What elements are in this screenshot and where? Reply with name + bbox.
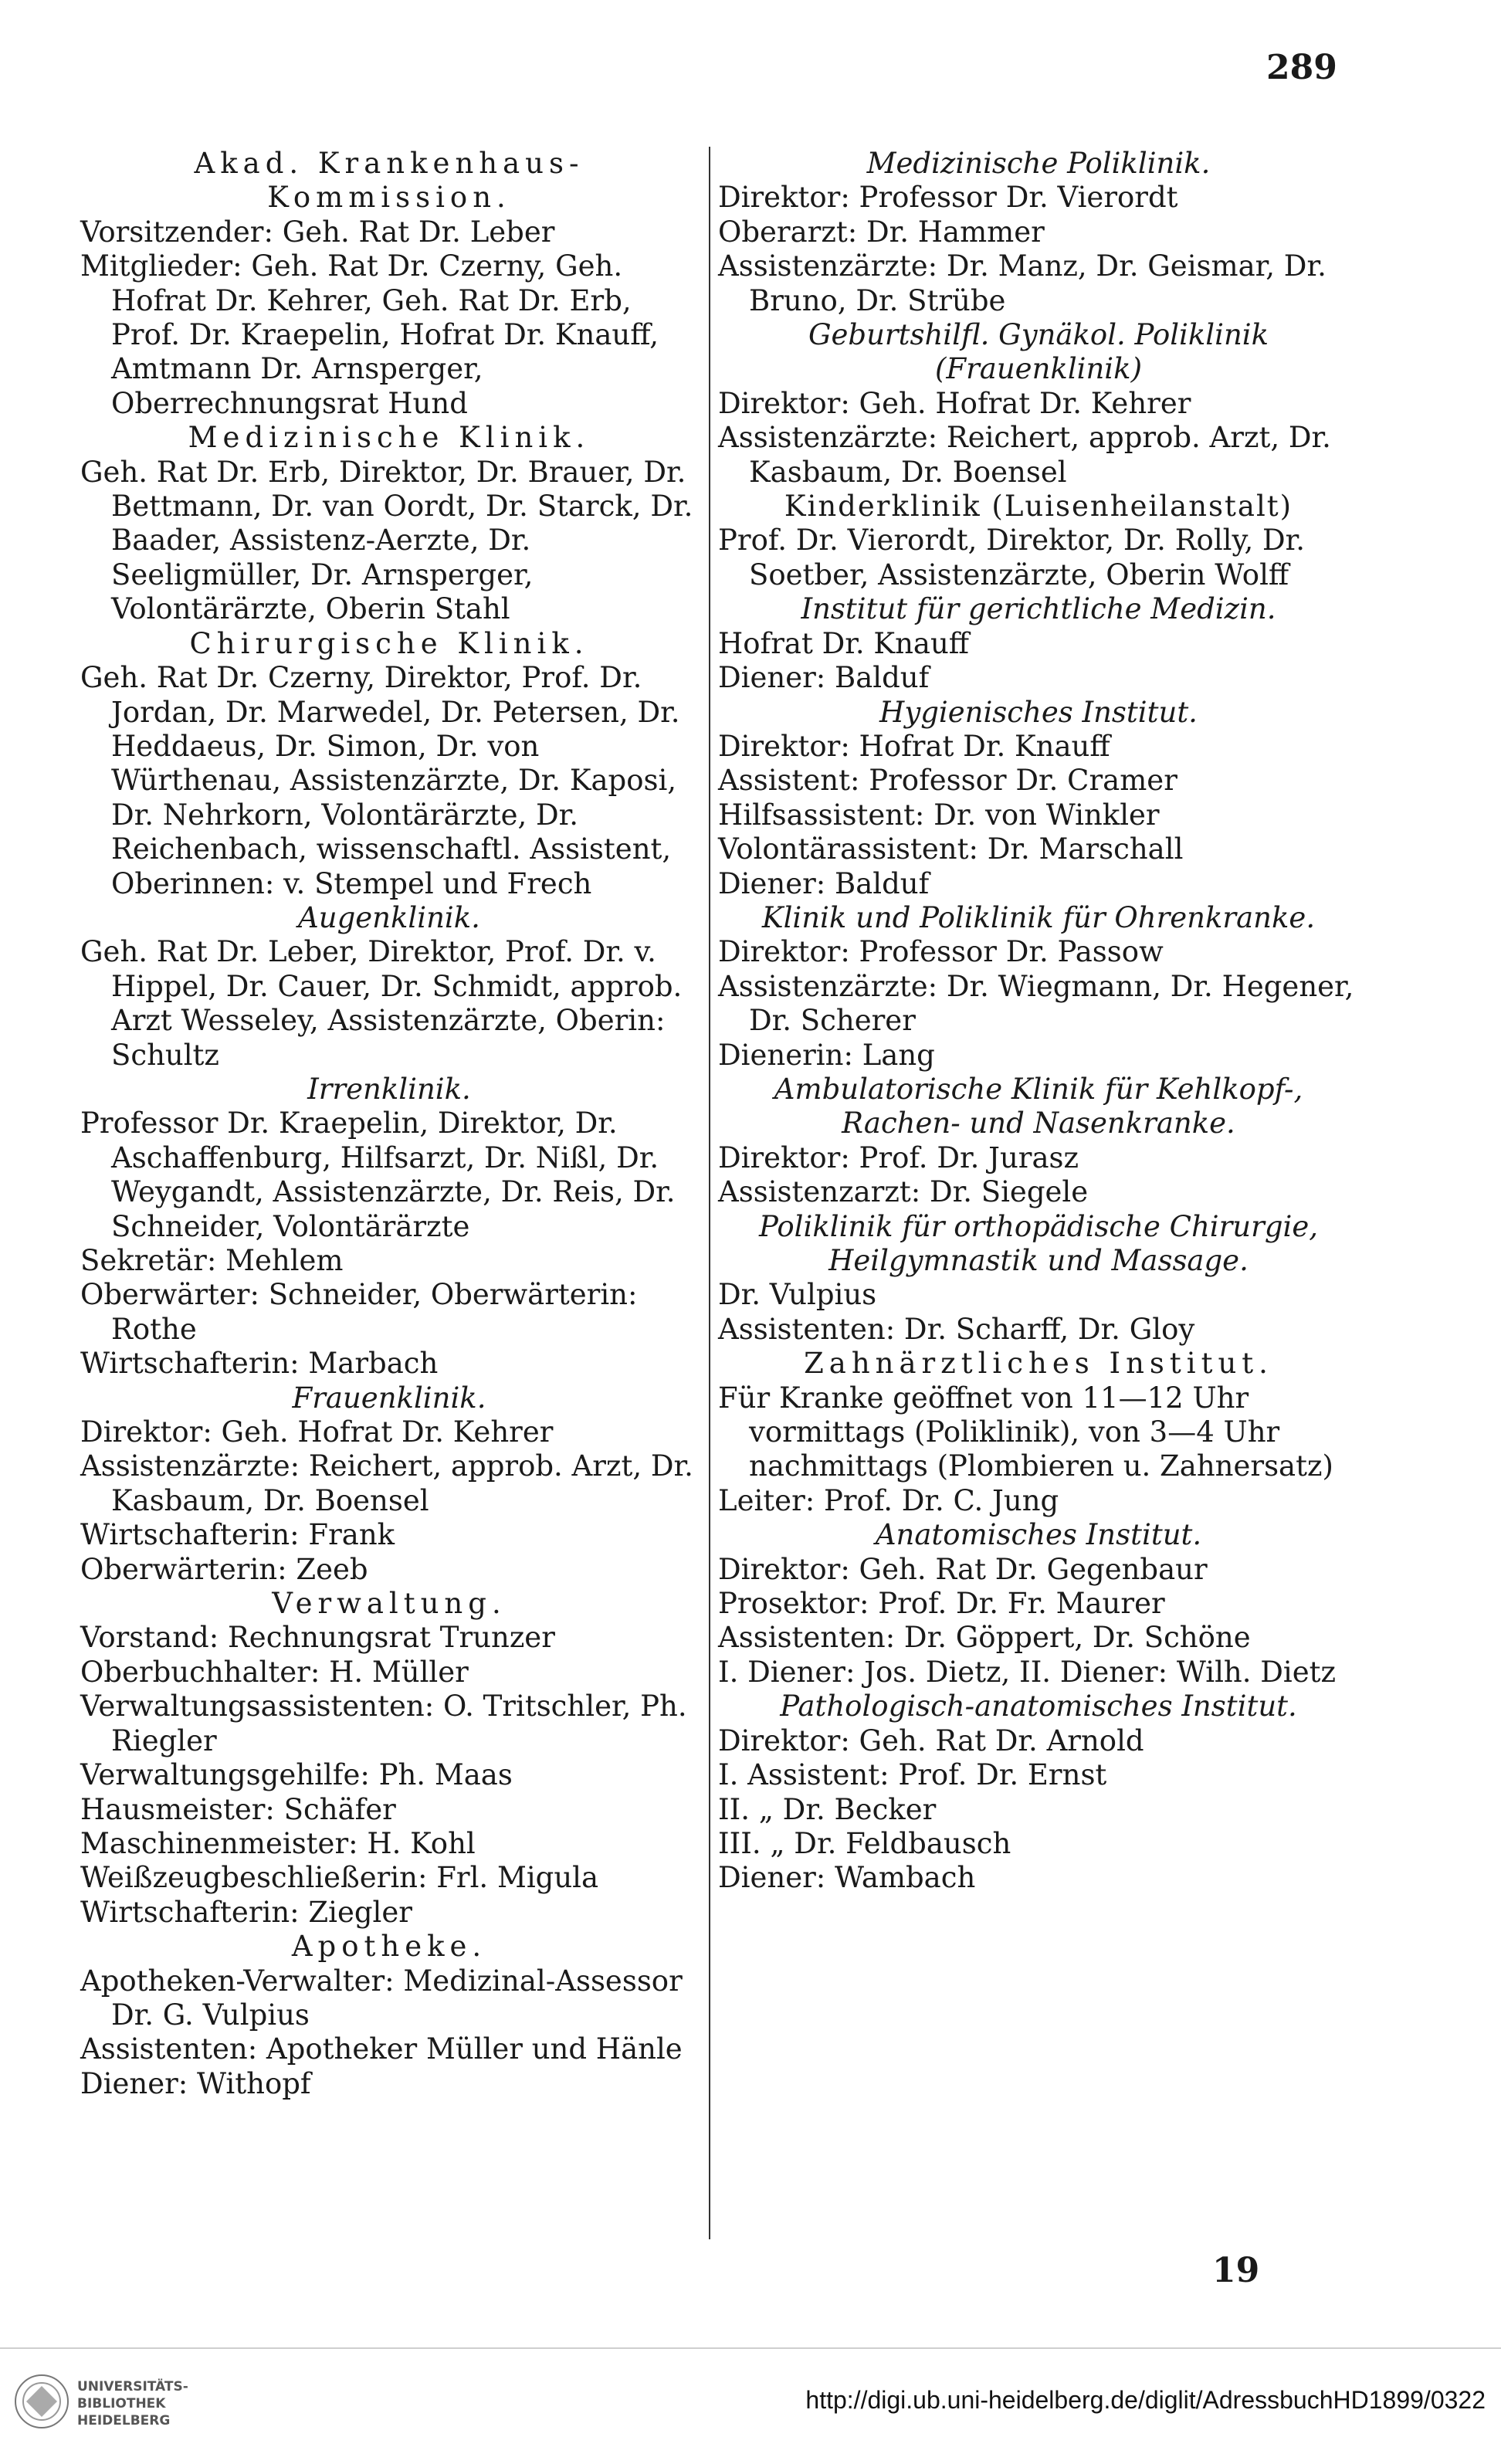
directory-entry: Assistenten: Apotheker Müller und Hänle: [80, 2032, 683, 2066]
directory-entry: Geh. Rat Dr. Czerny, Direktor, Prof. Dr. Jordan, Dr. Marwedel, Dr. Petersen, Dr. Heddaeus, Dr. Simon, Dr. von Würthenau, Assistenzärzte, Dr. Kaposi, Dr. Nehrkorn, Volontärärzte, Dr. Reichenbach, wissenschaftl. Assistent, Oberinnen: v. Stempel und Frech: [80, 661, 680, 900]
directory-entry: Dienerin: Lang: [718, 1038, 935, 1072]
column-divider: [709, 147, 710, 2239]
directory-entry: Hausmeister: Schäfer: [80, 1792, 396, 1826]
library-name: [77, 2378, 188, 2429]
directory-entry: Oberbuchhalter: H. Müller: [80, 1655, 469, 1689]
directory-entry: Direktor: Geh. Rat Dr. Arnold: [718, 1723, 1144, 1757]
directory-entry: Diener: Balduf: [718, 661, 930, 695]
directory-entry: Diener: Wambach: [718, 1861, 976, 1895]
directory-entry: Mitglieder: Geh. Rat Dr. Czerny, Geh. Hofrat Dr. Kehrer, Geh. Rat Dr. Erb, Prof. Dr. Kraepelin, Hofrat Dr. Knauff, Amtmann Dr. Arnsperger, Oberrechnungsrat Hund: [80, 249, 659, 420]
directory-entry: Weißzeugbeschließerin: Frl. Migula: [80, 1861, 599, 1895]
section-heading: Irrenklinik.: [307, 1072, 471, 1106]
section-heading: Poliklinik für orthopädische Chirurgie, Heilgymnastik und Massage.: [759, 1209, 1318, 1277]
directory-entry: Geh. Rat Dr. Erb, Direktor, Dr. Brauer, Dr. Bettmann, Dr. van Oordt, Dr. Starck, Dr. Baader, Assistenz-Aerzte, Dr. Seeligmüller, Dr. Arnsperger, Volontärärzte, Oberin Stahl: [80, 455, 693, 626]
section-heading: Chirurgische Klinik.: [189, 626, 589, 660]
directory-entry: Direktor: Professor Dr. Passow: [718, 935, 1164, 969]
directory-entry: Diener: Balduf: [718, 866, 930, 900]
signature-mark: 19: [1212, 2251, 1260, 2290]
directory-entry: Dr. Vulpius: [718, 1278, 877, 1312]
section-heading: Medizinische Poliklinik.: [866, 147, 1211, 180]
directory-entry: Assistenzärzte: Dr. Wiegmann, Dr. Hegener, Dr. Scherer: [718, 969, 1354, 1038]
directory-entry: Verwaltungsassistenten: O. Tritschler, Ph. Riegler: [80, 1690, 687, 1757]
library-name-line: HEIDELBERG: [77, 2413, 171, 2428]
section-heading: Hygienisches Institut.: [879, 695, 1198, 729]
directory-entry: Geh. Rat Dr. Leber, Direktor, Prof. Dr. v. Hippel, Dr. Cauer, Dr. Schmidt, approb. Arzt Wesseley, Assistenzärzte, Oberin: Schultz: [80, 935, 683, 1072]
directory-entry: Oberwärter: Schneider, Oberwärterin: Rothe: [80, 1278, 638, 1346]
section-heading: Verwaltung.: [272, 1587, 507, 1621]
page-number: 289: [1266, 48, 1337, 87]
library-name-line: UNIVERSITÄTS-: [77, 2379, 188, 2395]
directory-entry: Diener: Withopf: [80, 2066, 311, 2100]
library-name-line: BIBLIOTHEK: [77, 2396, 166, 2411]
directory-entry: Vorstand: Rechnungsrat Trunzer: [80, 1621, 555, 1655]
section-heading: Ambulatorische Klinik für Kehlkopf-, Rachen- und Nasenkranke.: [774, 1072, 1303, 1140]
directory-entry: Assistenzärzte: Reichert, approb. Arzt, Dr. Kasbaum, Dr. Boensel: [80, 1449, 693, 1517]
directory-entry: Assistenten: Dr. Scharff, Dr. Gloy: [718, 1312, 1195, 1346]
directory-entry: Assistent: Professor Dr. Cramer: [718, 764, 1177, 798]
directory-entry: Direktor: Prof. Dr. Jurasz: [718, 1140, 1079, 1174]
directory-entry: Hofrat Dr. Knauff: [718, 626, 970, 660]
directory-entry: Wirtschafterin: Marbach: [80, 1347, 439, 1381]
directory-entry: Hilfsassistent: Dr. von Winkler: [718, 798, 1160, 832]
section-heading: Apotheke.: [291, 1930, 487, 1964]
directory-entry: Oberwärterin: Zeeb: [80, 1552, 368, 1586]
directory-entry: Professor Dr. Kraepelin, Direktor, Dr. Aschaffenburg, Hilfsarzt, Dr. Nißl, Dr. Weygandt, Assistenzärzte, Dr. Reis, Dr. Schneider, Volontärärzte: [80, 1107, 676, 1243]
directory-entry: Direktor: Geh. Rat Dr. Gegenbaur: [718, 1552, 1208, 1586]
source-url[interactable]: http://digi.ub.uni-heidelberg.de/diglit/AdressbuchHD1899/0322: [805, 2386, 1486, 2414]
section-heading: Zahnärztliches Institut.: [804, 1347, 1273, 1381]
directory-entry: Prosektor: Prof. Dr. Fr. Maurer: [718, 1587, 1165, 1621]
directory-entry: Leiter: Prof. Dr. C. Jung: [718, 1483, 1059, 1517]
directory-entry: Assistenzärzte: Reichert, approb. Arzt, Dr. Kasbaum, Dr. Boensel: [718, 421, 1331, 489]
section-heading: Institut für gerichtliche Medizin.: [801, 592, 1276, 626]
directory-entry: Assistenten: Dr. Göppert, Dr. Schöne: [718, 1621, 1251, 1655]
directory-entry: II. „ Dr. Becker: [718, 1792, 937, 1826]
directory-entry: I. Diener: Jos. Dietz, II. Diener: Wilh. Dietz: [718, 1655, 1337, 1689]
section-heading: Klinik und Poliklinik für Ohrenkranke.: [761, 900, 1316, 934]
left-column: [80, 147, 698, 2101]
directory-entry: Direktor: Hofrat Dr. Knauff: [718, 729, 1110, 763]
section-heading: Medizinische Klinik.: [188, 421, 591, 455]
section-heading: Augenklinik.: [298, 900, 480, 934]
directory-entry: Wirtschafterin: Ziegler: [80, 1895, 412, 1929]
section-heading: Pathologisch-anatomisches Institut.: [780, 1690, 1297, 1723]
directory-entry: Volontärassistent: Dr. Marschall: [718, 832, 1184, 866]
directory-entry: Verwaltungsgehilfe: Ph. Maas: [80, 1758, 513, 1792]
directory-entry: Direktor: Geh. Hofrat Dr. Kehrer: [80, 1415, 554, 1449]
directory-entry: Vorsitzender: Geh. Rat Dr. Leber: [80, 215, 555, 249]
directory-entry: Assistenzärzte: Dr. Manz, Dr. Geismar, Dr. Bruno, Dr. Strübe: [718, 249, 1327, 317]
directory-entry: III. „ Dr. Feldbausch: [718, 1826, 1011, 1860]
directory-entry: Prof. Dr. Vierordt, Direktor, Dr. Rolly, Dr. Soetber, Assistenzärzte, Oberin Wolff: [718, 524, 1306, 591]
directory-entry: Assistenzarzt: Dr. Siegele: [718, 1175, 1089, 1209]
directory-entry: Maschinenmeister: H. Kohl: [80, 1826, 476, 1860]
directory-entry: Apotheken-Verwalter: Medizinal-Assessor Dr. G. Vulpius: [80, 1964, 683, 2032]
directory-entry: Direktor: Professor Dr. Vierordt: [718, 181, 1178, 215]
directory-entry: Oberarzt: Dr. Hammer: [718, 215, 1045, 249]
section-heading: Geburtshilfl. Gynäkol. Poliklinik (Frauenklinik): [808, 318, 1269, 386]
directory-entry: I. Assistent: Prof. Dr. Ernst: [718, 1758, 1107, 1792]
section-heading: Frauenklinik.: [292, 1381, 486, 1415]
section-heading: Anatomisches Institut.: [875, 1518, 1202, 1552]
directory-entry: Sekretär: Mehlem: [80, 1244, 344, 1277]
footer-divider: [0, 2347, 1501, 2349]
directory-entry: Direktor: Geh. Hofrat Dr. Kehrer: [718, 386, 1191, 420]
section-heading: Kinderklinik (Luisenheilanstalt): [784, 490, 1293, 524]
section-heading: Akad. Krankenhaus-Kommission.: [194, 147, 584, 215]
directory-entry: Wirtschafterin: Frank: [80, 1518, 395, 1552]
directory-entry: Für Kranke geöffnet von 11—12 Uhr vormittags (Poliklinik), von 3—4 Uhr nachmittags (Plombieren u. Zahnersatz): [718, 1381, 1333, 1483]
right-column: [718, 147, 1359, 1896]
